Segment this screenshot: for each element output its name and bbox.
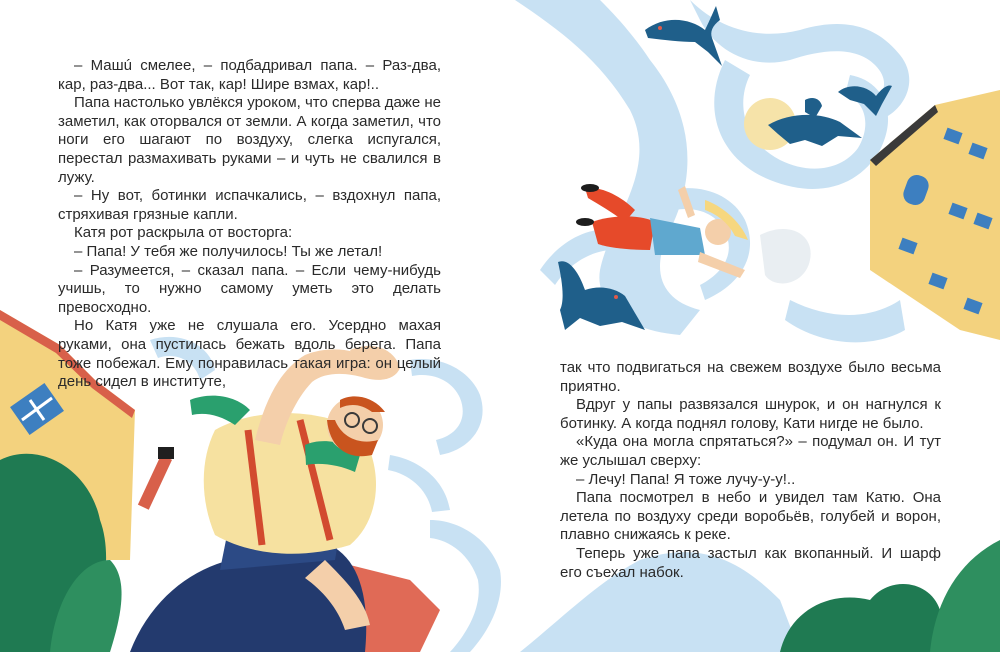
paragraph: – Лечу! Папа! Я тоже лучу-у-у!.. (576, 470, 796, 488)
papa-figure (130, 346, 400, 652)
paragraph: – Разумеется, – сказал папа. – Если чему-нибудь учишь, то нужно самому уметь это делать превосходно. (58, 261, 441, 316)
right-page-text (560, 359, 941, 582)
paragraph: так что подвигаться на свежем воздухе было весьма приятно. (560, 359, 941, 395)
paragraph: Но Катя уже не слушала его. Усердно махая руками, она пустилась бежать вдоль берега. Папа тоже побежал. Ему понравилась такая игра: он целый день сидел в институте, (58, 317, 441, 391)
paragraph: Папа посмотрел в небо и увидел там Катю. Она летела по воздуху среди воробьёв, голубей и ворон, плавно снижаясь к реке. (560, 489, 941, 544)
paragraph: – Машú смелее, – подбадривал папа. – Раз-два, кар, раз-два... Вот так, кар! Шире взмах, кар!.. (58, 57, 441, 93)
paragraph: – Папа! У тебя же получилось! Ты же летал! (74, 242, 383, 260)
paragraph: Теперь уже папа застыл как вкопанный. И шарф его съехал набок. (560, 544, 941, 581)
paragraph: – Ну вот, ботинки испачкались, – вздохнул папа, стряхивая грязные капли. (58, 187, 441, 223)
left-page-text (58, 57, 441, 392)
yellow-building-right (870, 90, 1000, 340)
paragraph: Вдруг у папы развязался шнурок, и он нагнулся к ботинку. А когда поднял голову, Кати нигде не было. (560, 396, 941, 432)
paragraph: «Куда она могла спрятаться?» – подумал он. И тут же услышал сверху: (560, 433, 941, 469)
chimney (138, 447, 174, 510)
paragraph: Папа настолько увлёкся уроком, что сперва даже не заметил, как оторвался от земли. А когда заметил, что ноги его шагают по воздуху, слегка испугался, перестал размахивать руками – и чуть не свалился в лужу. (58, 94, 441, 186)
bird-top (645, 6, 722, 66)
paragraph: Катя рот раскрыла от восторга: (74, 224, 293, 242)
